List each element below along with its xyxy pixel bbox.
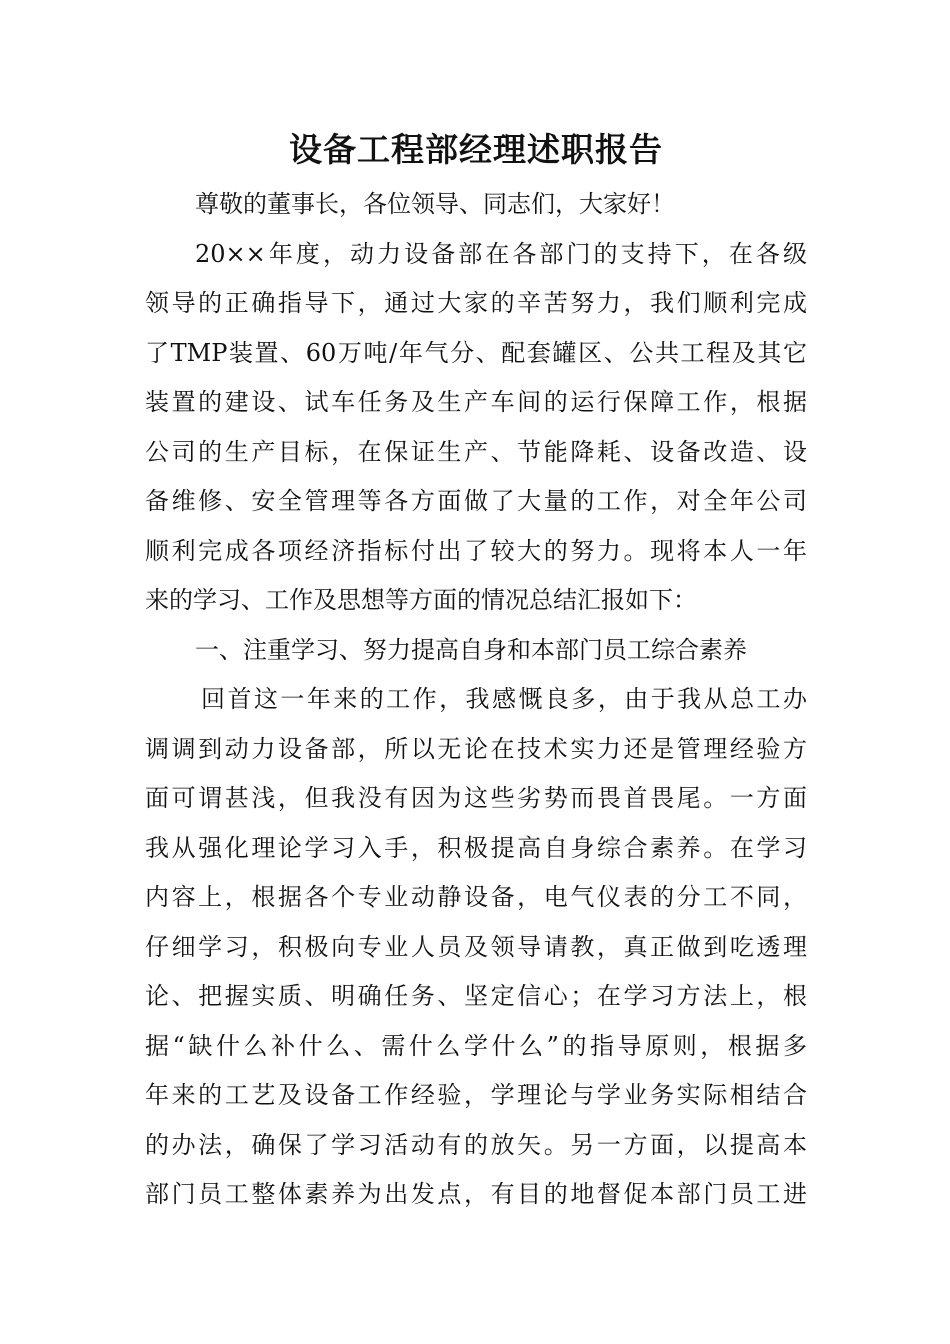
paragraph-line: 据“缺什么补什么、需什么学什么”的指导原则，根据多 [145, 1031, 807, 1060]
paragraph-line: 内容上，根据各个专业动静设备，电气仪表的分工不同， [145, 883, 807, 911]
paragraph-line: 20××年度，动力设备部在各部门的支持下，在各级 [195, 239, 807, 268]
paragraph-line: 调调到动力设备部，所以无论在技术实力还是管理经验方 [145, 734, 807, 763]
paragraph-line: 来的学习、工作及思想等方面的情况总结汇报如下： [145, 586, 697, 614]
paragraph-line: 备维修、安全管理等各方面做了大量的工作，对全年公司 [145, 487, 807, 515]
salutation-line: 尊敬的董事长，各位领导、同志们，大家好！ [195, 190, 675, 218]
paragraph-line: 面可谓甚浅，但我没有因为这些劣势而畏首畏尾。一方面 [145, 784, 807, 812]
document-title: 设备工程部经理述职报告 [289, 130, 663, 169]
paragraph-line: 部门员工整体素养为出发点，有目的地督促本部门员工进 [145, 1180, 807, 1208]
paragraph-line: 领导的正确指导下，通过大家的辛苦努力，我们顺利完成 [145, 289, 807, 317]
paragraph-line: 回首这一年来的工作，我感慨良多，由于我从总工办 [201, 685, 807, 713]
paragraph-line: 年来的工艺及设备工作经验，学理论与学业务实际相结合 [145, 1081, 807, 1109]
paragraph-line: 我从强化理论学习入手，积极提高自身综合素养。在学习 [145, 833, 807, 862]
paragraph-line: 仔细学习，积极向专业人员及领导请教，真正做到吃透理 [145, 932, 807, 961]
paragraph-line: 公司的生产目标，在保证生产、节能降耗、设备改造、设 [145, 437, 807, 466]
paragraph-line: 装置的建设、试车任务及生产车间的运行保障工作，根据 [145, 388, 807, 416]
paragraph-line: 论、把握实质、明确任务、坚定信心；在学习方法上，根 [145, 982, 807, 1010]
paragraph-line: 了TMP装置、60万吨/年气分、配套罐区、公共工程及其它 [145, 338, 807, 367]
paragraph-line: 的办法，确保了学习活动有的放矢。另一方面，以提高本 [145, 1130, 807, 1159]
document-page [145, 120, 807, 1220]
paragraph-line: 顺利完成各项经济指标付出了较大的努力。现将本人一年 [145, 536, 807, 565]
section-heading: 一、注重学习、努力提高自身和本部门员工综合素养 [195, 635, 747, 664]
